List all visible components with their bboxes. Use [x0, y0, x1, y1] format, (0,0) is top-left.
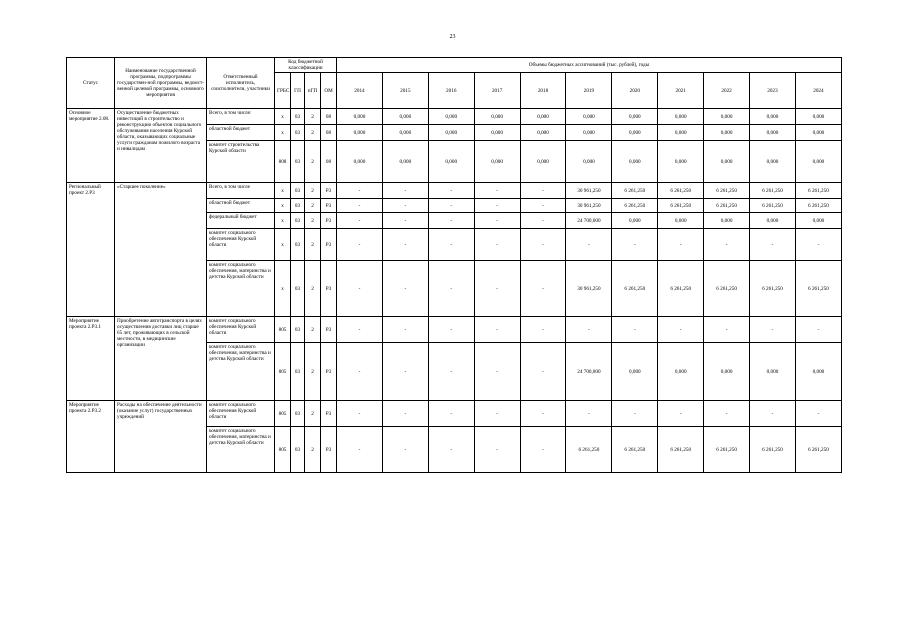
page-number: 23 [449, 34, 456, 40]
om-cell: Р3 [321, 199, 337, 213]
value-cell: - [428, 427, 474, 473]
value-cell: 30 961,250 [566, 261, 612, 317]
value-cell: - [612, 317, 658, 343]
grbs-cell: x [275, 213, 291, 229]
value-cell: - [337, 183, 383, 199]
value-cell: - [337, 199, 383, 213]
value-cell: - [382, 183, 428, 199]
status-cell: Основное мероприятие 2.08. [67, 109, 115, 183]
header-executor: Ответственный исполнитель, соисполнители, участники [207, 58, 275, 109]
value-cell: 0,000 [658, 109, 704, 125]
value-cell: - [704, 229, 750, 261]
value-cell: - [520, 427, 566, 473]
value-cell: 0,000 [795, 343, 841, 401]
value-cell: 0,000 [658, 125, 704, 141]
value-cell: - [795, 401, 841, 427]
value-cell: - [704, 401, 750, 427]
header-year: 2017 [474, 73, 520, 109]
value-cell: - [520, 229, 566, 261]
value-cell: 0,000 [795, 213, 841, 229]
value-cell: - [428, 401, 474, 427]
value-cell: 6 261,250 [704, 183, 750, 199]
table-row [67, 109, 842, 125]
executor-cell: федеральный бюджет [207, 213, 275, 229]
executor-cell: Всего, в том числе: [207, 109, 275, 125]
name-cell: Осуществление бюджетных инвестиций в строительство и реконструкцию объектов социального обслуживания населения Курской области, оказывающих социальные услуги гражданам пожилого возраста и инвалидам [115, 109, 207, 183]
pgp-cell: 2 [305, 229, 321, 261]
value-cell: - [704, 317, 750, 343]
name-cell: Приобретение автотранспорта в целях осуществления доставки лиц старше 65 лет, проживающих в сельской местности, в медицинские организации [115, 317, 207, 401]
pgp-cell: 2 [305, 317, 321, 343]
value-cell: - [474, 213, 520, 229]
table-header [67, 58, 842, 109]
grbs-cell: 805 [275, 343, 291, 401]
name-cell: «Старшее поколение» [115, 183, 207, 317]
grbs-cell: 805 [275, 401, 291, 427]
value-cell: 6 261,250 [612, 261, 658, 317]
grbs-cell: 805 [275, 317, 291, 343]
value-cell: 24 700,000 [566, 213, 612, 229]
value-cell: - [520, 199, 566, 213]
grbs-cell: x [275, 199, 291, 213]
value-cell: 6 261,250 [750, 427, 796, 473]
value-cell: 0,000 [704, 343, 750, 401]
value-cell: - [382, 229, 428, 261]
gp-cell: 03 [291, 427, 305, 473]
value-cell: 6 261,250 [795, 183, 841, 199]
value-cell: - [520, 261, 566, 317]
pgp-cell: 2 [305, 261, 321, 317]
value-cell: 6 261,250 [566, 427, 612, 473]
value-cell: - [382, 343, 428, 401]
value-cell: 0,000 [658, 213, 704, 229]
value-cell: 6 261,250 [658, 199, 704, 213]
table-row [67, 401, 842, 427]
value-cell: 0,000 [658, 343, 704, 401]
value-cell: - [428, 317, 474, 343]
value-cell: - [520, 401, 566, 427]
value-cell: 0,000 [382, 109, 428, 125]
value-cell: 6 261,250 [750, 199, 796, 213]
header-year: 2014 [337, 73, 383, 109]
executor-cell: комитет социального обеспечения, материнства и детства Курской области [207, 261, 275, 317]
pgp-cell: 2 [305, 141, 321, 183]
value-cell: 0,000 [428, 109, 474, 125]
executor-cell: комитет социального обеспечения Курской области [207, 317, 275, 343]
executor-cell: Всего, в том числе [207, 183, 275, 199]
header-year: 2022 [704, 73, 750, 109]
om-cell: Р3 [321, 183, 337, 199]
gp-cell: 03 [291, 229, 305, 261]
budget-table [66, 57, 842, 473]
value-cell: - [474, 183, 520, 199]
executor-cell: комитет социального обеспечения, материнства и детства Курской области [207, 343, 275, 401]
value-cell: - [337, 317, 383, 343]
header-status: Статус [67, 58, 115, 109]
value-cell: - [750, 229, 796, 261]
header-year: 2024 [795, 73, 841, 109]
value-cell: - [337, 213, 383, 229]
value-cell: - [520, 183, 566, 199]
header-grbs: ГРБС [275, 73, 291, 109]
status-cell: Мероприятие проекта 2.Р3.1 [67, 317, 115, 401]
value-cell: 0,000 [612, 343, 658, 401]
grbs-cell: x [275, 183, 291, 199]
om-cell: 08 [321, 141, 337, 183]
value-cell: 0,000 [428, 125, 474, 141]
pgp-cell: 2 [305, 125, 321, 141]
value-cell: - [428, 261, 474, 317]
value-cell: 6 261,250 [750, 261, 796, 317]
status-cell: Мероприятие проекта 2.Р3.2 [67, 401, 115, 473]
value-cell: - [612, 229, 658, 261]
value-cell: - [382, 427, 428, 473]
value-cell: - [382, 199, 428, 213]
value-cell: 6 261,250 [704, 199, 750, 213]
header-name: Наименование государственной программы, подпрограммы государствен-ной программы, ведомст-венной целевой программы, основного мероприятия [115, 58, 207, 109]
value-cell: - [520, 343, 566, 401]
value-cell: - [566, 229, 612, 261]
value-cell: 0,000 [704, 109, 750, 125]
name-cell: Расходы на обеспечение деятельности (оказание услуг) государственных учреждений [115, 401, 207, 473]
value-cell: - [428, 213, 474, 229]
value-cell: - [428, 183, 474, 199]
pgp-cell: 2 [305, 343, 321, 401]
value-cell: 6 261,250 [658, 261, 704, 317]
value-cell: 30 961,250 [566, 183, 612, 199]
pgp-cell: 2 [305, 401, 321, 427]
executor-cell: областной бюджет [207, 125, 275, 141]
value-cell: 30 961,250 [566, 199, 612, 213]
value-cell: 6 261,250 [750, 183, 796, 199]
value-cell: 0,000 [337, 125, 383, 141]
value-cell: - [658, 401, 704, 427]
value-cell: 6 261,250 [612, 427, 658, 473]
grbs-cell: x [275, 229, 291, 261]
value-cell: - [474, 401, 520, 427]
value-cell: 0,000 [795, 125, 841, 141]
om-cell: Р3 [321, 229, 337, 261]
value-cell: - [520, 213, 566, 229]
value-cell: - [382, 213, 428, 229]
grbs-cell: x [275, 261, 291, 317]
value-cell: - [337, 401, 383, 427]
table-row [67, 317, 842, 343]
table-body [67, 109, 842, 473]
value-cell: 0,000 [612, 109, 658, 125]
value-cell: - [428, 199, 474, 213]
status-cell: Региональный проект 2.Р3 [67, 183, 115, 317]
value-cell: 6 261,250 [704, 427, 750, 473]
header-code-group: Код бюджетной классификации [275, 58, 337, 73]
om-cell: Р3 [321, 427, 337, 473]
gp-cell: 03 [291, 109, 305, 125]
header-year: 2019 [566, 73, 612, 109]
pgp-cell: 2 [305, 427, 321, 473]
grbs-cell: x [275, 125, 291, 141]
value-cell: 0,000 [337, 141, 383, 183]
header-year: 2020 [612, 73, 658, 109]
value-cell: - [612, 401, 658, 427]
value-cell: 0,000 [382, 141, 428, 183]
header-pgp: пГП [305, 73, 321, 109]
grbs-cell: 805 [275, 427, 291, 473]
value-cell: - [474, 317, 520, 343]
gp-cell: 03 [291, 183, 305, 199]
om-cell: 08 [321, 109, 337, 125]
value-cell: - [382, 401, 428, 427]
value-cell: 0,000 [750, 141, 796, 183]
pgp-cell: 2 [305, 199, 321, 213]
om-cell: Р3 [321, 343, 337, 401]
value-cell: 6 261,250 [795, 199, 841, 213]
value-cell: 0,000 [612, 141, 658, 183]
value-cell: 6 261,250 [704, 261, 750, 317]
value-cell: 0,000 [337, 109, 383, 125]
header-volume-group: Объемы бюджетных ассигнований (тыс. рублей), годы [337, 58, 842, 73]
value-cell: 0,000 [795, 109, 841, 125]
header-year: 2016 [428, 73, 474, 109]
value-cell: 0,000 [612, 125, 658, 141]
header-year: 2021 [658, 73, 704, 109]
table-row [67, 183, 842, 199]
executor-cell: комитет социального обеспечения, материнства и детства Курской области [207, 427, 275, 473]
value-cell: 6 261,250 [658, 183, 704, 199]
value-cell: - [474, 261, 520, 317]
executor-cell: областной бюджет [207, 199, 275, 213]
value-cell: 0,000 [750, 125, 796, 141]
gp-cell: 03 [291, 261, 305, 317]
value-cell: 0,000 [658, 141, 704, 183]
value-cell: 0,000 [566, 109, 612, 125]
value-cell: - [658, 317, 704, 343]
pgp-cell: 2 [305, 183, 321, 199]
om-cell: Р3 [321, 213, 337, 229]
value-cell: 0,000 [474, 125, 520, 141]
value-cell: 0,000 [428, 141, 474, 183]
value-cell: - [566, 317, 612, 343]
value-cell: 0,000 [474, 141, 520, 183]
value-cell: - [428, 229, 474, 261]
gp-cell: 03 [291, 317, 305, 343]
value-cell: - [474, 229, 520, 261]
value-cell: - [750, 401, 796, 427]
value-cell: 0,000 [612, 213, 658, 229]
value-cell: 0,000 [474, 109, 520, 125]
value-cell: 6 261,250 [795, 427, 841, 473]
value-cell: 0,000 [520, 125, 566, 141]
om-cell: Р3 [321, 317, 337, 343]
gp-cell: 03 [291, 141, 305, 183]
gp-cell: 03 [291, 199, 305, 213]
value-cell: 0,000 [750, 213, 796, 229]
pgp-cell: 2 [305, 109, 321, 125]
value-cell: - [474, 199, 520, 213]
grbs-cell: x [275, 109, 291, 125]
value-cell: 0,000 [520, 109, 566, 125]
header-gp: ГП [291, 73, 305, 109]
value-cell: - [750, 317, 796, 343]
value-cell: - [658, 229, 704, 261]
om-cell: 08 [321, 125, 337, 141]
value-cell: 0,000 [520, 141, 566, 183]
value-cell: - [520, 317, 566, 343]
pgp-cell: 2 [305, 213, 321, 229]
value-cell: 6 261,250 [658, 427, 704, 473]
value-cell: 24 700,000 [566, 343, 612, 401]
gp-cell: 03 [291, 213, 305, 229]
value-cell: - [474, 343, 520, 401]
value-cell: - [337, 427, 383, 473]
executor-cell: комитет социального обеспечения Курской области [207, 401, 275, 427]
header-year: 2018 [520, 73, 566, 109]
value-cell: 0,000 [704, 141, 750, 183]
value-cell: - [795, 229, 841, 261]
value-cell: - [337, 343, 383, 401]
value-cell: 6 261,250 [612, 199, 658, 213]
executor-cell: комитет строительства Курской области [207, 141, 275, 183]
value-cell: 0,000 [750, 109, 796, 125]
value-cell: - [474, 427, 520, 473]
value-cell: - [566, 401, 612, 427]
value-cell: - [382, 261, 428, 317]
gp-cell: 03 [291, 401, 305, 427]
value-cell: 6 261,250 [795, 261, 841, 317]
grbs-cell: 808 [275, 141, 291, 183]
value-cell: 0,000 [704, 213, 750, 229]
value-cell: 6 261,250 [612, 183, 658, 199]
gp-cell: 03 [291, 125, 305, 141]
value-cell: - [795, 317, 841, 343]
value-cell: - [337, 229, 383, 261]
value-cell: 0,000 [750, 343, 796, 401]
om-cell: Р3 [321, 401, 337, 427]
executor-cell: комитет социального обеспечения Курской области [207, 229, 275, 261]
value-cell: 0,000 [382, 125, 428, 141]
value-cell: 0,000 [566, 125, 612, 141]
value-cell: 0,000 [795, 141, 841, 183]
value-cell: - [382, 317, 428, 343]
value-cell: - [337, 261, 383, 317]
value-cell: - [428, 343, 474, 401]
gp-cell: 03 [291, 343, 305, 401]
header-year: 2023 [750, 73, 796, 109]
header-om: ОМ [321, 73, 337, 109]
header-year: 2015 [382, 73, 428, 109]
value-cell: 0,000 [704, 125, 750, 141]
value-cell: 0,000 [566, 141, 612, 183]
om-cell: Р3 [321, 261, 337, 317]
